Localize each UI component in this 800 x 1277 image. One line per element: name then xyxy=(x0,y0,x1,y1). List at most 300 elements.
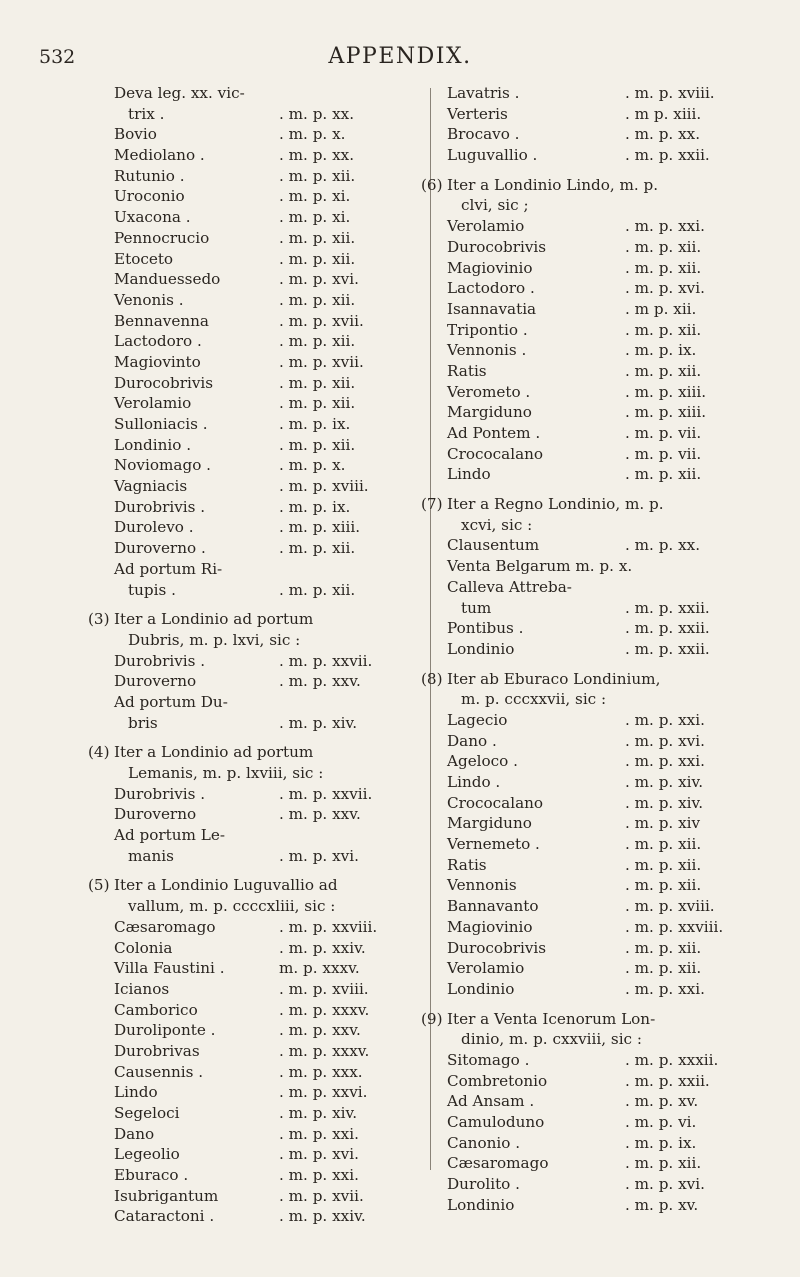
itinerary-row xyxy=(447,875,785,896)
place-name: Cæsaromago xyxy=(114,917,216,936)
place-name: Venonis . xyxy=(114,290,184,309)
distance: . m. p. xxii. xyxy=(625,639,710,658)
distance: . m. p. xii. xyxy=(279,332,356,351)
place-name: Lagecio xyxy=(447,710,508,729)
iter-heading-continuation xyxy=(114,630,427,651)
itinerary-row xyxy=(114,331,427,352)
place-name: Pennocrucio xyxy=(114,228,210,247)
distance: . m. p. xxi. xyxy=(625,217,705,236)
itinerary-row xyxy=(114,497,427,518)
place-name: Camuloduno xyxy=(447,1113,545,1131)
itinerary-row xyxy=(447,855,785,876)
place-name: Manduessedo xyxy=(114,270,221,289)
distance: . m. p. xii. xyxy=(625,465,702,484)
iter-heading-text: Iter a Londinio Lindo, m. p. xyxy=(447,175,659,194)
distance: . m. p. xii. xyxy=(279,394,356,413)
itinerary-row xyxy=(447,1195,785,1216)
itinerary-row xyxy=(447,577,785,598)
place-name: Tripontio . xyxy=(447,320,528,339)
distance: . m. p. xx. xyxy=(279,104,355,123)
distance: . m. p. xxii. xyxy=(625,619,710,638)
distance: . m. p. xviii. xyxy=(279,979,369,998)
distance: . m. p. xv. xyxy=(625,1195,699,1214)
itinerary-row xyxy=(114,1000,427,1021)
distance: . m. p. xiv. xyxy=(279,1104,358,1122)
distance: . m. p. xiv xyxy=(625,814,701,833)
place-name: Luguvallio . xyxy=(447,146,538,165)
iter-heading-continuation xyxy=(114,763,427,784)
itinerary-row xyxy=(114,1124,427,1145)
iter-heading xyxy=(88,875,427,896)
place-name: Ad portum Ri- xyxy=(114,559,223,578)
iter-heading-cont-text: dinio, m. p. cxxviii, sic : xyxy=(461,1030,642,1049)
distance: . m. p. xv. xyxy=(625,1092,699,1111)
itinerary-row xyxy=(447,639,785,660)
distance: . m. p. xvi. xyxy=(625,279,705,298)
distance: . m. p. xxvi. xyxy=(279,1083,368,1102)
place-name: Duroverno xyxy=(114,805,197,824)
distance: . m. p. xiii. xyxy=(625,403,707,422)
itinerary-row xyxy=(114,1103,427,1124)
distance: . m. p. xxiv. xyxy=(279,938,366,957)
distance: . m p. xii. xyxy=(625,299,697,318)
distance: . m. p. xii. xyxy=(625,361,702,380)
itinerary-row xyxy=(447,83,785,104)
itinerary-row xyxy=(114,435,427,456)
place-name: Durocobrivis xyxy=(447,237,547,256)
distance: . m. p. xxvii. xyxy=(279,784,373,803)
place-name: Londinio xyxy=(447,1195,515,1214)
itinerary-row xyxy=(447,598,785,619)
iter-number: (4) xyxy=(88,743,110,762)
itinerary-row xyxy=(114,1041,427,1062)
section-gap xyxy=(447,1000,785,1009)
place-name: Margiduno xyxy=(447,814,532,833)
distance: . m. p. xii. xyxy=(279,228,356,247)
iter-heading-text: Iter a Londinio Luguvallio ad xyxy=(114,876,338,895)
iter-heading-cont-text: vallum, m. p. ccccxliii, sic : xyxy=(128,897,336,916)
right-column xyxy=(421,83,785,1215)
section-gap xyxy=(114,600,427,609)
iter-heading-continuation xyxy=(447,1029,785,1050)
distance: . m. p. xxviii. xyxy=(279,917,378,936)
distance: . m. p. vi. xyxy=(625,1113,697,1131)
distance: . m. p. xii. xyxy=(279,249,356,268)
place-name: Vennonis . xyxy=(447,341,527,360)
distance: . m. p. xxii. xyxy=(625,598,710,617)
itinerary-row xyxy=(447,751,785,772)
place-name: Margiduno xyxy=(447,403,532,422)
distance: . m. p. xxxii. xyxy=(625,1050,719,1069)
distance: . m. p. xvi. xyxy=(279,846,359,865)
iter-number: (9) xyxy=(421,1009,443,1028)
itinerary-row xyxy=(114,1020,427,1041)
place-name: Camborico xyxy=(114,1000,198,1019)
itinerary-row xyxy=(447,258,785,279)
itinerary-row xyxy=(447,938,785,959)
distance: . m. p. ix. xyxy=(279,415,351,433)
itinerary-row xyxy=(114,1144,427,1165)
itinerary-row xyxy=(114,455,427,476)
place-name: Cæsaromago xyxy=(447,1154,549,1173)
place-name: Durolito . xyxy=(447,1175,520,1194)
itinerary-row xyxy=(447,216,785,237)
itinerary-row xyxy=(447,556,785,577)
itinerary-row xyxy=(447,1133,785,1154)
itinerary-row xyxy=(114,846,427,867)
distance: . m. p. xxvii. xyxy=(279,651,373,670)
distance: . m. p. vii. xyxy=(625,424,702,442)
itinerary-row xyxy=(447,320,785,341)
distance: . m. p. xii. xyxy=(625,855,702,874)
iter-number: (8) xyxy=(421,669,443,688)
section-gap xyxy=(114,733,427,742)
itinerary-row xyxy=(114,1062,427,1083)
itinerary-row xyxy=(114,476,427,497)
place-name: Lavatris . xyxy=(447,84,520,102)
itinerary-row xyxy=(447,618,785,639)
place-name: Vernemeto . xyxy=(447,835,540,854)
iter-heading-text: Iter a Londinio ad portum xyxy=(114,743,314,762)
iter-heading-cont-text: Dubris, m. p. lxvi, sic : xyxy=(128,630,301,649)
distance: . m. p. xxi. xyxy=(279,1124,359,1143)
distance: . m. p. xvii. xyxy=(279,311,364,330)
distance: . m. p. xii. xyxy=(279,539,356,558)
distance: . m. p. xxii. xyxy=(625,146,710,165)
distance: . m. p. x. xyxy=(279,456,346,475)
iter-heading-continuation xyxy=(114,896,427,917)
itinerary-row xyxy=(114,83,427,104)
distance: . m. p. xxxv. xyxy=(279,1000,370,1019)
place-name: tupis . xyxy=(128,580,176,599)
distance: . m. p. xii. xyxy=(625,320,702,339)
itinerary-row xyxy=(447,340,785,361)
place-name: Villa Faustini . xyxy=(114,959,225,978)
itinerary-row xyxy=(114,784,427,805)
place-name: Etoceto xyxy=(114,249,174,268)
itinerary-row xyxy=(447,710,785,731)
distance: . m. p. xx. xyxy=(279,146,355,165)
place-name: Brocavo . xyxy=(447,125,520,144)
distance: . m. p. xviii. xyxy=(279,477,369,496)
place-name: Dano xyxy=(114,1124,155,1143)
section-gap xyxy=(447,485,785,494)
distance: . m. p. vii. xyxy=(625,444,702,463)
distance: . m. p. xii. xyxy=(625,938,702,957)
distance: . m. p. xxv. xyxy=(279,805,361,824)
place-name: Ratis xyxy=(447,361,487,380)
distance: . m. p. xvi. xyxy=(279,1145,359,1164)
place-name: Lactodoro . xyxy=(114,332,202,351)
iter-heading-cont-text: Lemanis, m. p. lxviii, sic : xyxy=(128,764,324,782)
itinerary-row xyxy=(114,979,427,1000)
distance: . m. p. xiv. xyxy=(279,713,358,732)
distance: . m. p. xii. xyxy=(625,835,702,854)
iter-heading-cont-text: clvi, sic ; xyxy=(461,196,529,215)
place-name: Verolamio xyxy=(114,394,192,413)
place-name: Uxacona . xyxy=(114,208,191,227)
place-name: Durocobrivis xyxy=(114,373,214,392)
iter-number: (6) xyxy=(421,175,443,194)
distance: m. p. xxxv. xyxy=(279,959,360,978)
itinerary-row xyxy=(447,917,785,938)
iter-heading-continuation xyxy=(447,515,785,536)
place-name: Ageloco . xyxy=(447,752,518,771)
place-name: Uroconio xyxy=(114,187,185,206)
place-name: Bovio xyxy=(114,125,157,144)
place-name: Combretonio xyxy=(447,1071,548,1090)
place-name: Lactodoro . xyxy=(447,279,535,298)
itinerary-row xyxy=(114,352,427,373)
section-gap xyxy=(447,660,785,669)
distance: . m. p. xvi. xyxy=(625,731,705,750)
distance: . m. p. xviii. xyxy=(625,84,715,102)
place-name: Ad portum Le- xyxy=(114,826,225,845)
distance: . m p. xiii. xyxy=(625,104,702,123)
itinerary-row xyxy=(447,731,785,752)
distance: . m. p. xi. xyxy=(279,187,351,206)
distance: . m. p. xiv. xyxy=(625,773,704,791)
itinerary-row xyxy=(447,793,785,814)
place-name: Durocobrivis xyxy=(447,938,547,957)
itinerary-row xyxy=(114,958,427,979)
iter-heading-cont-text: m. p. cccxxvii, sic : xyxy=(461,690,607,709)
place-name: Bennavenna xyxy=(114,311,209,330)
distance: . m. p. xiii. xyxy=(625,382,707,401)
place-name: Causennis . xyxy=(114,1062,204,1081)
itinerary-row xyxy=(114,145,427,166)
distance: . m. p. xiv. xyxy=(625,793,704,812)
place-name: Vennonis xyxy=(447,876,517,895)
itinerary-row xyxy=(114,580,427,601)
distance: . m. p. xvi. xyxy=(625,1175,705,1194)
place-name: Magiovinio xyxy=(447,258,533,277)
distance: . m. p. xxi. xyxy=(625,710,705,729)
place-name: Bannavanto xyxy=(447,897,539,916)
itinerary-row xyxy=(114,713,427,734)
place-name: Segeloci xyxy=(114,1104,180,1122)
place-name: Sitomago . xyxy=(447,1050,530,1069)
distance: . m. p. xxv. xyxy=(279,1021,361,1040)
itinerary-row xyxy=(114,692,427,713)
iter-heading-continuation xyxy=(447,689,785,710)
place-name: Eburaco . xyxy=(114,1166,189,1185)
place-name: Cataractoni . xyxy=(114,1207,215,1226)
iter-heading-cont-text: xcvi, sic : xyxy=(461,515,533,534)
place-name: Canonio . xyxy=(447,1133,521,1152)
itinerary-row xyxy=(114,228,427,249)
itinerary-row xyxy=(114,166,427,187)
itinerary-row xyxy=(114,414,427,435)
itinerary-row xyxy=(447,958,785,979)
place-name: Noviomago . xyxy=(114,456,211,475)
place-name: Ad Pontem . xyxy=(447,424,541,442)
iter-heading-continuation xyxy=(447,195,785,216)
iter-heading-text: Iter a Regno Londinio, m. p. xyxy=(447,495,664,514)
itinerary-row xyxy=(447,382,785,403)
place-name: Ratis xyxy=(447,855,487,874)
place-name: Pontibus . xyxy=(447,619,524,638)
running-head: APPENDIX. xyxy=(328,44,472,69)
iter-heading xyxy=(88,742,427,763)
itinerary-row xyxy=(114,393,427,414)
place-name: Ad Ansam . xyxy=(447,1092,535,1111)
iter-number: (7) xyxy=(421,495,443,514)
itinerary-row xyxy=(114,373,427,394)
distance: . m. p. ix. xyxy=(279,497,351,516)
itinerary-row xyxy=(447,535,785,556)
distance: . m. p. xxi. xyxy=(625,979,705,998)
distance: . m. p. xii. xyxy=(625,876,702,895)
iter-heading xyxy=(421,669,785,690)
place-name: Verolamio xyxy=(447,959,525,978)
distance: . m. p. xii. xyxy=(625,1154,702,1173)
itinerary-row xyxy=(447,402,785,423)
distance: . m. p. xii. xyxy=(625,959,702,978)
distance: . m. p. xxviii. xyxy=(625,917,724,936)
itinerary-row xyxy=(447,464,785,485)
place-name: Vagniacis xyxy=(114,477,188,496)
distance: . m. p. xxi. xyxy=(279,1166,359,1185)
iter-heading xyxy=(421,494,785,515)
itinerary-row xyxy=(447,813,785,834)
place-name: Lindo xyxy=(114,1083,158,1102)
itinerary-row xyxy=(447,444,785,465)
itinerary-row xyxy=(114,538,427,559)
itinerary-row xyxy=(114,938,427,959)
itinerary-row xyxy=(447,896,785,917)
distance: . m. p. xviii. xyxy=(625,897,715,916)
itinerary-row xyxy=(447,979,785,1000)
place-name: Durobrivas xyxy=(114,1041,200,1060)
distance: . m. p. xxiv. xyxy=(279,1207,366,1226)
place-name: Legeolio xyxy=(114,1145,180,1164)
itinerary-row xyxy=(114,1082,427,1103)
place-name: Londinio xyxy=(447,979,515,998)
place-name: Isubrigantum xyxy=(114,1186,219,1205)
distance: . m. p. x. xyxy=(279,125,346,144)
itinerary-row xyxy=(447,772,785,793)
itinerary-row xyxy=(447,423,785,444)
iter-heading xyxy=(88,609,427,630)
left-column xyxy=(88,83,427,1227)
itinerary-row xyxy=(447,1174,785,1195)
place-name: Lindo xyxy=(447,465,491,484)
itinerary-row xyxy=(114,917,427,938)
itinerary-row xyxy=(447,124,785,145)
itinerary-row xyxy=(114,269,427,290)
itinerary-row xyxy=(447,278,785,299)
itinerary-row xyxy=(114,651,427,672)
itinerary-row xyxy=(447,104,785,125)
distance: . m. p. xii. xyxy=(279,166,356,185)
itinerary-row xyxy=(114,290,427,311)
distance: . m. p. xxv. xyxy=(279,672,361,691)
distance: . m. p. xvi. xyxy=(279,270,359,289)
place-name: bris xyxy=(128,713,158,732)
itinerary-row xyxy=(447,1112,785,1133)
place-name: Londinio . xyxy=(114,435,192,454)
place-name: Crococalano xyxy=(447,444,544,463)
distance: . m. p. xvii. xyxy=(279,1186,364,1205)
place-name: Ad portum Du- xyxy=(114,692,228,711)
distance: . m. p. xvii. xyxy=(279,352,364,371)
place-name: Duroverno xyxy=(114,672,197,691)
place-name: trix . xyxy=(128,104,165,123)
itinerary-row xyxy=(447,1153,785,1174)
section-gap xyxy=(114,866,427,875)
distance: . m. p. xii. xyxy=(279,373,356,392)
itinerary-row xyxy=(447,1091,785,1112)
place-name: Clausentum xyxy=(447,536,540,555)
itinerary-row xyxy=(114,517,427,538)
place-name: Isannavatia xyxy=(447,299,537,318)
place-name: Verteris xyxy=(447,104,508,123)
place-name: Lindo . xyxy=(447,773,501,791)
place-name: Deva leg. xx. vic- xyxy=(114,84,245,102)
place-name: Dano . xyxy=(447,731,497,750)
distance: . m. p. xxxv. xyxy=(279,1041,370,1060)
itinerary-row xyxy=(114,825,427,846)
distance: . m. p. xi. xyxy=(279,208,351,227)
itinerary-row xyxy=(447,237,785,258)
itinerary-row xyxy=(447,145,785,166)
itinerary-row xyxy=(447,1050,785,1071)
place-name: Londinio xyxy=(447,639,515,658)
distance: . m. p. xxii. xyxy=(625,1071,710,1090)
place-name: Mediolano . xyxy=(114,146,205,165)
place-name: Calleva Attreba- xyxy=(447,577,572,596)
distance: . m. p. xii. xyxy=(279,290,356,309)
distance: . m. p. xii. xyxy=(279,580,356,599)
place-name: Crococalano xyxy=(447,793,544,812)
itinerary-row xyxy=(447,1071,785,1092)
itinerary-row xyxy=(114,249,427,270)
distance: . m. p. xx. xyxy=(625,536,701,555)
distance: . m. p. xii. xyxy=(625,258,702,277)
page-number: 532 xyxy=(39,46,76,68)
itinerary-row xyxy=(114,1206,427,1227)
itinerary-row xyxy=(447,361,785,382)
itinerary-row xyxy=(114,804,427,825)
place-name: Rutunio . xyxy=(114,166,185,185)
itinerary-row xyxy=(114,186,427,207)
itinerary-row xyxy=(114,559,427,580)
itinerary-row xyxy=(114,207,427,228)
distance: . m. p. xx. xyxy=(625,125,701,144)
iter-number: (5) xyxy=(88,876,110,895)
itinerary-row xyxy=(114,311,427,332)
section-gap xyxy=(447,166,785,175)
distance: . m. p. xxx. xyxy=(279,1062,363,1081)
distance: . m. p. ix. xyxy=(625,341,697,360)
place-name: Sulloniacis . xyxy=(114,415,208,433)
place-name: Duroliponte . xyxy=(114,1021,216,1040)
itinerary-row xyxy=(447,299,785,320)
iter-heading xyxy=(421,1009,785,1030)
distance: . m. p. xii. xyxy=(625,237,702,256)
place-name: Verolamio xyxy=(447,217,525,236)
place-name: Venta Belgarum m. p. x. xyxy=(447,557,633,576)
place-name: tum xyxy=(461,598,492,617)
distance: . m. p. xiii. xyxy=(279,518,361,537)
place-name: Duroverno . xyxy=(114,539,206,558)
place-name: Durobrivis . xyxy=(114,651,206,670)
place-name: Icianos xyxy=(114,979,170,998)
iter-heading-text: Iter a Venta Icenorum Lon- xyxy=(447,1009,656,1028)
place-name: Durobrivis . xyxy=(114,497,206,516)
distance: . m. p. xxi. xyxy=(625,752,705,771)
